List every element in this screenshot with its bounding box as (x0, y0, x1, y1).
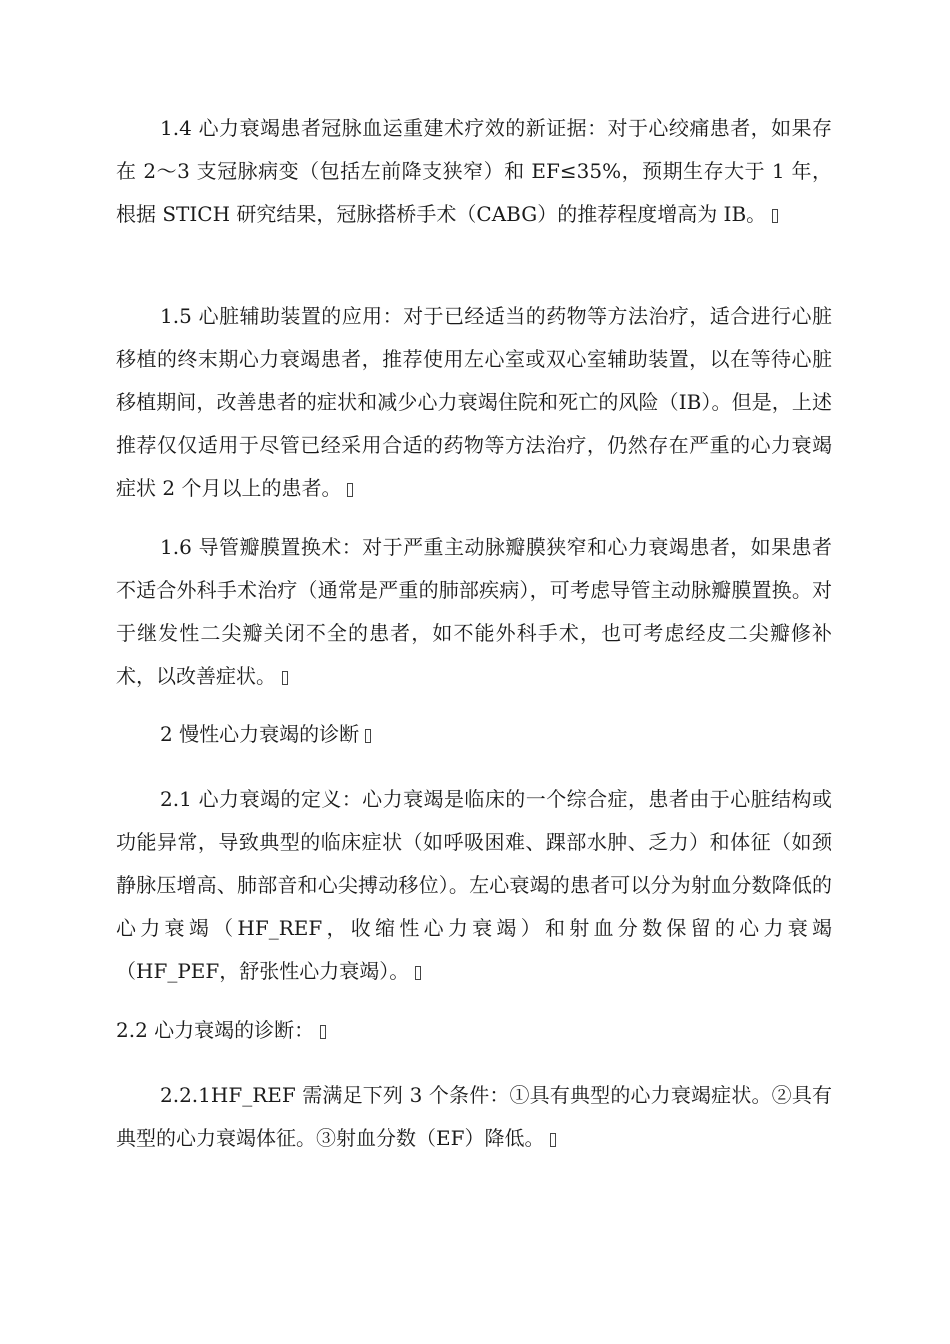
paragraph-text: 1.5 心脏辅助装置的应用：对于已经适当的药物等方法治疗，适合进行心脏移植的终末期心力衰竭患者，推荐使用左心室或双心室辅助装置，以在等待心脏移植期间，改善患者的症状和减少心力衰竭住院和死亡的风险（IB）。但是，上述推荐仅仅适用于尽管已经采用合适的药物等方法治疗，仍然存在严重的心力衰竭症状 2 个月以上的患者。 (116, 304, 832, 500)
section-heading-2 (116, 713, 832, 756)
paragraph-text: 1.4 心力衰竭患者冠脉血运重建术疗效的新证据：对于心绞痛患者，如果存在 2～3 支冠脉病变（包括左前降支狭窄）和 EF≤35%，预期生存大于 1 年，根据 STICH 研究结果，冠脉搭桥手术（CABG）的推荐程度增高为 IB。 (116, 116, 832, 226)
paragraph-2-2-1 (116, 1074, 832, 1160)
paragraph-text: 2.2 心力衰竭的诊断： (116, 1018, 315, 1042)
paragraph-text: 1.6 导管瓣膜置换术：对于严重主动脉瓣膜狭窄和心力衰竭患者，如果患者不适合外科手术治疗（通常是严重的肺部疾病），可考虑导管主动脉瓣膜置换。对于继发性二尖瓣关闭不全的患者，如不能外科手术，也可考虑经皮二尖瓣修补术，以改善症状。 (116, 535, 832, 688)
paragraph-2-1 (116, 778, 832, 993)
paragraph-text: 2.2.1HF_REF 需满足下列 3 个条件：①具有典型的心力衰竭症状。②具有典型的心力衰竭体征。③射血分数（EF）降低。 (116, 1083, 832, 1150)
paragraph-mark-icon (365, 729, 371, 743)
paragraph-1-6 (116, 526, 832, 698)
paragraph-2-2 (116, 1009, 832, 1052)
paragraph-1-4 (116, 107, 832, 236)
paragraph-mark-icon (772, 209, 778, 223)
paragraph-mark-icon (282, 671, 288, 685)
paragraph-1-5 (116, 295, 832, 510)
paragraph-mark-icon (415, 966, 421, 980)
heading-text: 2 慢性心力衰竭的诊断 (160, 722, 360, 746)
paragraph-mark-icon (550, 1133, 556, 1147)
paragraph-text: 2.1 心力衰竭的定义：心力衰竭是临床的一个综合症，患者由于心脏结构或功能异常，导致典型的临床症状（如呼吸困难、踝部水肿、乏力）和体征（如颈静脉压增高、肺部音和心尖搏动移位）。左心衰竭的患者可以分为射血分数降低的心力衰竭（HF_REF，收缩性心力衰竭）和射血分数保留的心力衰竭（HF_PEF，舒张性心力衰竭）。 (116, 787, 832, 983)
paragraph-mark-icon (320, 1025, 326, 1039)
paragraph-mark-icon (347, 483, 353, 497)
